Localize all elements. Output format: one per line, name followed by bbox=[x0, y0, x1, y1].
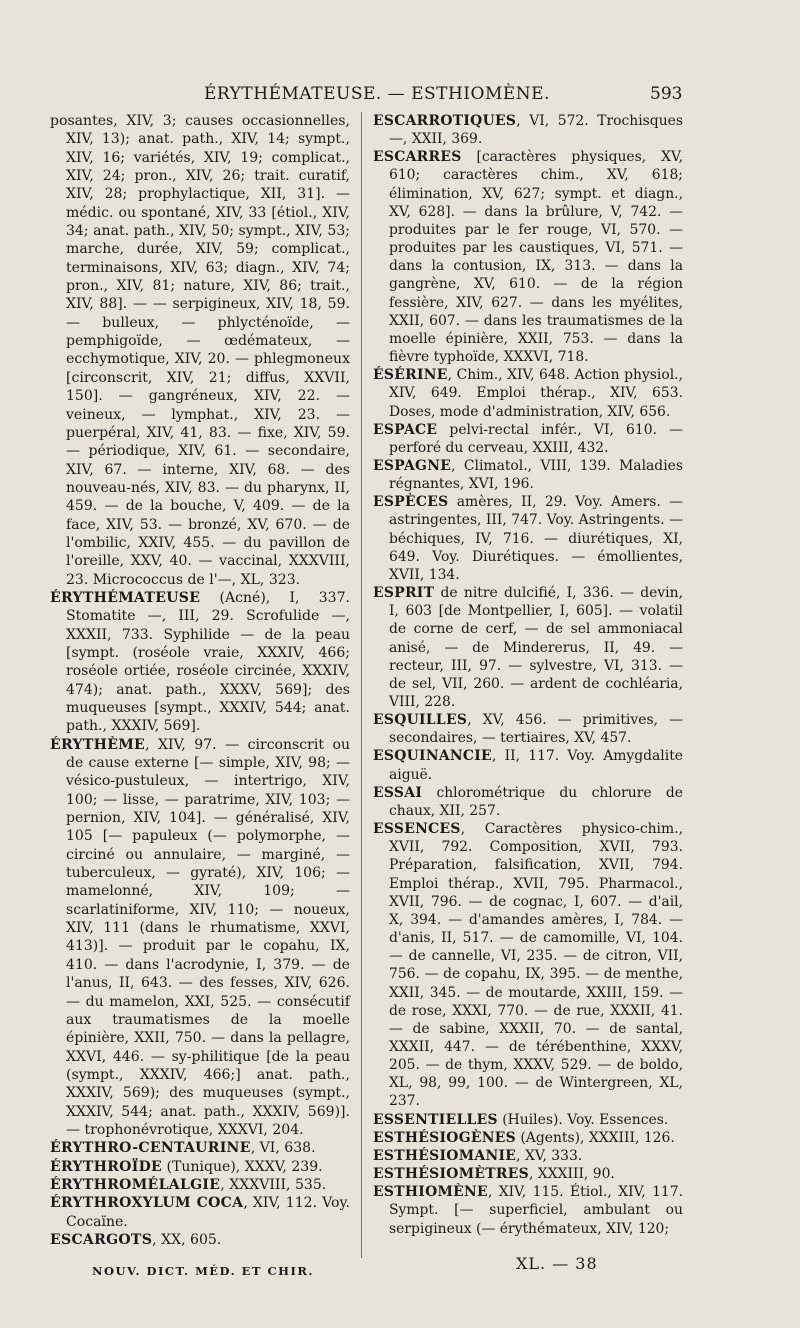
entry bbox=[373, 1165, 683, 1183]
entry bbox=[50, 1176, 350, 1194]
entry bbox=[373, 148, 683, 366]
entry-text: , Caractères physico-chim., XVII, 792. Composition, XVII, 793. Préparation, falsification, XVII, 794. Emploi thérap., XVII, 795. Pharmacol., XVII, 796. — de cognac, I, 607. — d'ail, X, 394. — d'amandes amères, I, 784. — d'anis, II, 517. — de camomille, VI, 104. — de cannelle, VI, 235. — de citron, VII, 756. — de copahu, IX, 395. — de menthe, XXII, 345. — de moutarde, XXIII, 159. — de rose, XXXI, 770. — de rue, XXXII, 41. — de sabine, XXXII, 70. — de santal, XXXII, 447. — de térébenthine, XXXV, 205. — de thym, XXXV, 529. — de boldo, XL, 98, 99, 100. — de Wintergreen, XL, 237. bbox=[389, 821, 683, 1110]
footer-volume: XL. — 38 bbox=[516, 1254, 598, 1273]
entry-text: , II, 117. Voy. Amygdalite aiguë. bbox=[389, 748, 683, 783]
entry bbox=[373, 112, 683, 148]
entry-head: ESCARGOTS bbox=[50, 1231, 153, 1248]
entry-head: ÉSÉRINE bbox=[373, 367, 448, 384]
entry-text: (Acné), I, 337. Stomatite —, III, 29. Scrofulide —, XXXII, 733. Syphilide — de la peau [sympt. (roséole vraie, XXXIV, 466; roséole ortiée, roséole circinée, XXXIV, 474); anat. path., XXXV, 569]; des muqueuses [sympt., XXXIV, 544; anat. path., XXXIV, 569]. bbox=[66, 589, 350, 735]
entry-head: ÉRYTHRO-CENTAURINE bbox=[50, 1140, 251, 1157]
entry-head: ESQUILLES bbox=[373, 712, 468, 729]
entry-head: ESQUINANCIE bbox=[373, 748, 492, 765]
entry-head: ESTHÉSIOGÈNES bbox=[373, 1129, 516, 1146]
entry bbox=[373, 784, 683, 820]
entry-text: , XV, 333. bbox=[516, 1147, 583, 1164]
entry bbox=[50, 589, 350, 736]
entry bbox=[373, 711, 683, 747]
entry-head: ÉRYTHROXYLUM COCA bbox=[50, 1195, 244, 1212]
entry bbox=[373, 421, 683, 457]
entry-head: ÉRYTHROÏDE bbox=[50, 1158, 163, 1175]
entry-text: , XXXVIII, 535. bbox=[220, 1176, 327, 1193]
entry-head: ESTHÉSIOMANIE bbox=[373, 1147, 517, 1164]
entry bbox=[373, 747, 683, 783]
entry-text: , XIV, 115. Étiol., XIV, 117. Sympt. [— superficiel, ambulant ou serpigineux (— érythémateux, XIV, 120; bbox=[389, 1184, 683, 1237]
entry-text: amères, II, 29. Voy. Amers. — astringentes, III, 747. Voy. Astringents. — béchiques, IV, 716. — diurétiques, XI, 649. Voy. Diurétiques. — émollientes, XVII, 134. bbox=[389, 494, 683, 583]
entry-head: ESPAGNE bbox=[373, 457, 452, 474]
entry bbox=[373, 584, 683, 711]
entry-head: ESSENCES bbox=[373, 821, 461, 838]
entry bbox=[50, 1194, 350, 1231]
column-divider bbox=[361, 112, 362, 1258]
entry-text: posantes, XIV, 3; causes occasionnelles, XIV, 13); anat. path., XIV, 14; sympt., XIV, 16; variétés, XIV, 19; complicat., XIV, 24; pron., XIV, 26; trait. curatif, XIV, 28; prophylactique, XII, 31]. — médic. ou spontané, XIV, 33 [étiol., XIV, 34; anat. path., XIV, 50; sympt., XIV, 53; marche, durée, XIV, 59; complicat., terminaisons, XIV, 63; diagn., XIV, 74; pron., XIV, 81; nature, XIV, 86; trait., XIV, 88]. — — serpigineux, XIV, 18, 59. — bulleux, — phlycténoïde, — pemphigoïde, — œdémateux, — ecchymotique, XIV, 20. — phlegmoneux [circonscrit, XIV, 21; diffus, XXVII, 150]. — gangréneux, XIV, 22. — veineux, — lymphat., XIV, 23. — puerpéral, XIV, 41, 83. — fixe, XIV, 59. — périodique, XIV, 61. — secondaire, XIV, 67. — interne, XIV, 68. — des nouveau-nés, XIV, 83. — du pharynx, II, 459. — de la bouche, V, 409. — de la face, XIV, 53. — bronzé, XV, 670. — de l'ombilic, XXIV, 455. — du pavillon de l'oreille, XXV, 40. — vaccinal, XXXVIII, 23. Micrococcus de l'—, XL, 323. bbox=[50, 113, 350, 588]
entry bbox=[373, 366, 683, 420]
entry-head: ESPRIT bbox=[373, 585, 435, 602]
running-head: ÉRYTHÉMATEUSE. — ESTHIOMÈNE. bbox=[204, 84, 550, 104]
entry-head: ESPACE bbox=[373, 421, 438, 438]
entry-head: ÉRYTHÈME bbox=[50, 736, 146, 753]
entry-text: , XV, 456. — primitives, — secondaires, — tertiaires, XV, 457. bbox=[389, 712, 683, 747]
entry-head: ESCARROTIQUES bbox=[373, 113, 517, 129]
entry-head: ÉRYTHROMÉLALGIE bbox=[50, 1176, 221, 1193]
entry bbox=[373, 1147, 683, 1165]
left-column bbox=[50, 112, 350, 1249]
entry-head: ESTHIOMÈNE bbox=[373, 1184, 488, 1201]
entry-head: ESTHÉSIOMÈTRES bbox=[373, 1166, 529, 1183]
entry-text: pelvi-rectal infér., VI, 610. — perforé du cerveau, XXIII, 432. bbox=[389, 421, 683, 456]
entry-text: de nitre dulcifié, I, 336. — devin, I, 603 [de Montpellier, I, 605]. — volatil de corne de cerf, — de sel ammoniacal anisé, — de Mindererus, II, 49. — recteur, III, 97. — sylvestre, VI, 313. — de sel, VII, 260. — ardent de cochléaria, VIII, 228. bbox=[389, 585, 683, 710]
entry-text: (Huiles). Voy. Essences. bbox=[497, 1111, 669, 1128]
entry-text: (Tunique), XXXV, 239. bbox=[162, 1158, 323, 1175]
entry-text: chlorométrique du chlorure de chaux, XII, 257. bbox=[389, 784, 683, 819]
entry bbox=[373, 493, 683, 584]
entry bbox=[373, 1129, 683, 1147]
entry bbox=[50, 1158, 350, 1176]
footer-signature: NOUV. DICT. MÉD. ET CHIR. bbox=[92, 1264, 314, 1278]
entry bbox=[50, 1139, 350, 1157]
entry-head: ÉRYTHÉMATEUSE bbox=[50, 589, 201, 606]
entry-text: , Chim., XIV, 648. Action physiol., XIV, 649. Emploi thérap., XIV, 653. Doses, mode d'administration, XIV, 656. bbox=[389, 367, 683, 420]
entry-text: , VI, 572. Trochisques —, XXII, 369. bbox=[389, 113, 683, 148]
entry-text: , Climatol., VIII, 139. Maladies régnantes, XVI, 196. bbox=[389, 457, 683, 493]
entry-text: , XX, 605. bbox=[152, 1231, 222, 1248]
entry-text: , XXXIII, 90. bbox=[528, 1166, 615, 1183]
entry-text: , VI, 638. bbox=[250, 1140, 316, 1157]
right-column bbox=[373, 112, 683, 1238]
entry bbox=[373, 1183, 683, 1237]
entry-text: [caractères physiques, XV, 610; caractères chim., XV, 618; élimination, XV, 627; sympt. et diagn., XV, 628]. — dans la brûlure, V, 742. — produites par le fer rouge, VI, 570. — produites par les caustiques, VI, 571. — dans la contusion, IX, 313. — dans la gangrène, XV, 610. — de la région fessière, XIV, 627. — dans les myélites, XXII, 607. — dans les traumatismes de la moelle épinière, XXII, 753. — dans la fièvre typhoïde, XXXVI, 718. bbox=[389, 149, 683, 366]
entry-head: ESPÈCES bbox=[373, 494, 449, 511]
entry-head: ESSENTIELLES bbox=[373, 1111, 498, 1128]
entry bbox=[373, 1111, 683, 1129]
entry bbox=[373, 820, 683, 1111]
entry bbox=[50, 112, 350, 589]
entry-text: , XIV, 112. Voy. Cocaïne. bbox=[66, 1195, 350, 1230]
page-number: 593 bbox=[650, 84, 683, 104]
entry-text: , XIV, 97. — circonscrit ou de cause externe [— simple, XIV, 98; — vésico-pustuleux, — intertrigo, XIV, 100; — lisse, — paratrime, XIV, 103; — pernion, XIV, 104]. — généralisé, XIV, 105 [— papuleux (— polymorphe, — circiné ou annulaire, — marginé, — tuberculeux, — gyraté), XIV, 106; — mamelonné, XIV, 109; — scarlatiniforme, XIV, 110; — noueux, XIV, 111 (dans le rhumatisme, XXVI, 413)]. — produit par le copahu, IX, 410. — dans l'acrodynie, I, 379. — de l'anus, II, 643. — des fesses, XIV, 626. — du mamelon, XXI, 525. — consécutif aux traumatismes de la moelle épinière, XXII, 750. — dans la pellagre, XXVI, 446. — sy-philitique [de la peau (sympt., XXXIV, 466;] anat. path., XXXIV, 569); des muqueuses (sympt., XXXIV, 544; anat. path., XXXIV, 569)]. — trophonévrotique, XXXVI, 204. bbox=[66, 736, 350, 1138]
entry bbox=[50, 736, 350, 1140]
entry bbox=[373, 457, 683, 493]
entry-head: ESSAI bbox=[373, 784, 423, 801]
entry bbox=[50, 1231, 350, 1249]
entry-head: ESCARRES bbox=[373, 149, 462, 166]
entry-text: (Agents), XXXIII, 126. bbox=[515, 1129, 675, 1146]
